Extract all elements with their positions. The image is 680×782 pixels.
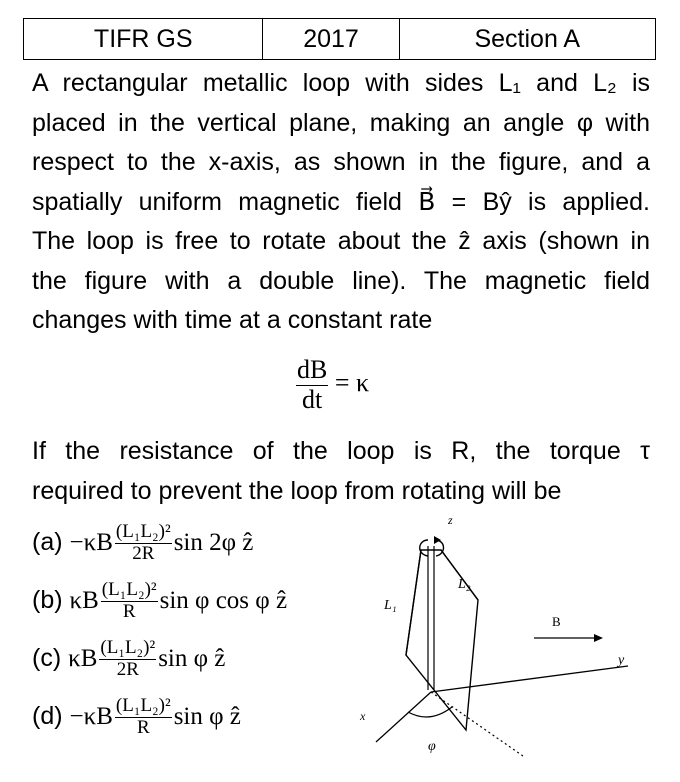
question-line: The loop is free to rotate about the ẑ axis (shown in (32, 227, 650, 255)
loop-edge-L2 (441, 550, 478, 600)
option-suffix: sin φ ẑ (173, 703, 241, 730)
option-c[interactable] (32, 638, 225, 681)
option-numerator: (L₁L₂)² (115, 521, 171, 542)
option-fraction (99, 638, 156, 681)
option-fraction (101, 580, 158, 623)
equation-fraction (296, 356, 328, 414)
equation-rhs: = κ (334, 368, 370, 398)
loop-projection-dotted (431, 692, 523, 756)
equation-numerator: dB (297, 355, 328, 384)
option-fraction (115, 696, 172, 739)
y-axis-label: y (618, 653, 625, 668)
option-label: (d) (32, 702, 63, 730)
option-denominator: 2R (116, 658, 139, 680)
option-numerator: (L₁L₂)² (100, 637, 156, 658)
question-line: placed in the vertical plane, making an angle φ with (32, 108, 650, 137)
loop-figure (348, 510, 648, 772)
option-label: (c) (32, 644, 62, 672)
rate-equation (296, 356, 369, 414)
header-section: Section A (399, 19, 655, 60)
question-line: If the resistance of the loop is R, the torque τ (32, 437, 650, 465)
option-b[interactable] (32, 580, 287, 623)
option-denominator: R (122, 600, 136, 622)
option-denominator: 2R (132, 542, 155, 564)
y-axis-line (431, 666, 628, 692)
question-text (32, 64, 650, 341)
option-numerator: (L₁L₂)² (115, 695, 171, 716)
option-suffix: sin φ cos φ ẑ (159, 587, 288, 614)
phi-label: φ (428, 739, 436, 754)
question-line: the figure with a double line). The magnetic field (32, 266, 650, 295)
l2-label: L₂ (458, 577, 471, 592)
option-prefix: −κB (69, 529, 113, 556)
option-label: (a) (32, 528, 63, 556)
question-line: A rectangular metallic loop with sides L₁ and L₂ is (32, 69, 650, 97)
equation-denominator: dt (302, 384, 323, 414)
header-table (23, 18, 656, 60)
header-exam: TIFR GS (24, 19, 263, 60)
option-numerator: (L₁L₂)² (101, 579, 157, 600)
question-line: respect to the x-axis, as shown in the figure, and a (32, 148, 650, 176)
option-prefix: κB (69, 587, 99, 614)
b-field-label: B (552, 614, 561, 629)
question-text-continued (32, 432, 650, 511)
option-suffix: sin φ ẑ (158, 645, 226, 672)
question-line: changes with time at a constant rate (32, 306, 433, 334)
x-axis-label: x (360, 709, 366, 723)
rotation-arrow (420, 540, 444, 556)
loop-edge-L1 (406, 550, 421, 655)
option-suffix: sin 2φ ẑ (173, 529, 254, 556)
option-a[interactable] (32, 522, 253, 565)
header-year: 2017 (263, 19, 399, 60)
option-d[interactable] (32, 696, 241, 739)
option-prefix: −κB (69, 703, 113, 730)
option-denominator: R (136, 716, 150, 738)
z-axis-label: z (448, 513, 453, 527)
option-label: (b) (32, 586, 63, 614)
phi-arc (408, 707, 452, 717)
question-line: spatially uniform magnetic field B⃗ = Bŷ is applied. (32, 187, 650, 216)
option-fraction (115, 522, 172, 565)
l1-label: L₁ (384, 598, 397, 613)
b-field-arrowhead (594, 634, 603, 642)
rotation-arrowhead (434, 536, 441, 544)
question-line: required to prevent the loop from rotating will be (32, 476, 562, 505)
option-prefix: κB (68, 645, 98, 672)
